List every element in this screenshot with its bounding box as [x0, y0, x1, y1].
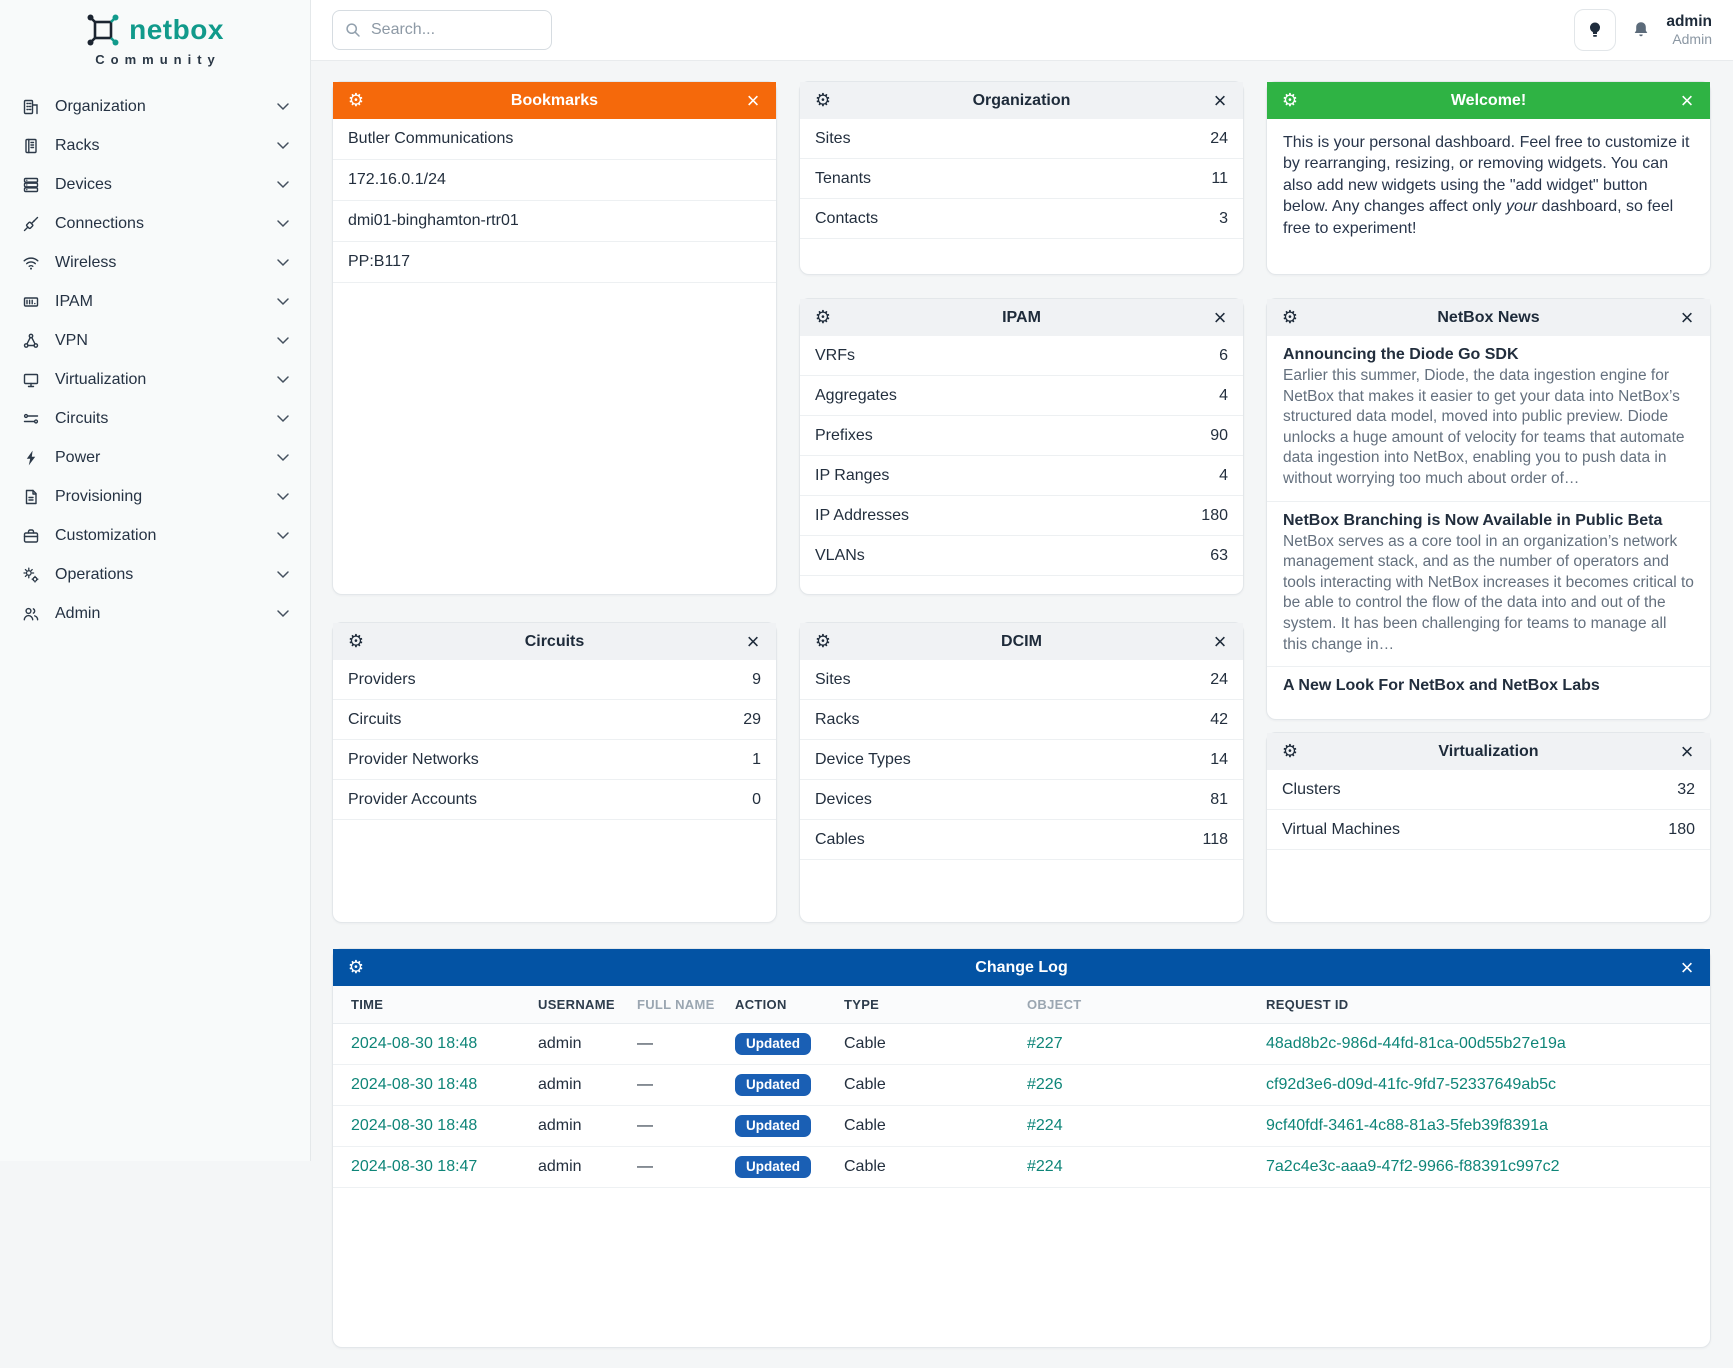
widget-close-button[interactable] — [1676, 306, 1698, 330]
widget-welcome — [1266, 81, 1711, 275]
change-time-link[interactable]: 2024-08-30 18:48 — [351, 1117, 478, 1134]
widget-bookmarks — [332, 81, 777, 595]
news-item-title[interactable]: A New Look For NetBox and NetBox Labs — [1283, 677, 1600, 695]
stat-value: 3 — [1219, 209, 1228, 227]
widget-virtualization — [1266, 732, 1711, 923]
briefcase-icon — [21, 527, 41, 545]
close-icon: × — [1213, 628, 1227, 654]
bookmark-label: dmi01-binghamton-rtr01 — [348, 212, 519, 229]
news-item-body: NetBox serves as a core tool in an organization’s network management stack, and as the number of operators and tools interacting with NetBox increases it becomes critical to be able to control the flow of the data into and out of the system. It has been challenging for teams to manage all this change in… — [1283, 532, 1694, 653]
stat-row[interactable] — [800, 456, 1243, 496]
sidebar-item-label: Customization — [55, 526, 157, 544]
bookmark-link[interactable] — [333, 242, 776, 283]
change-type: Cable — [844, 1076, 886, 1093]
stat-label: Sites — [815, 670, 851, 688]
stat-row[interactable] — [800, 780, 1243, 820]
gear-icon: ⚙ — [347, 956, 365, 978]
column-header-object: OBJECT — [1027, 997, 1082, 1012]
chevron-down-icon — [277, 610, 289, 618]
status-badge: Updated — [735, 1115, 811, 1138]
widget-close-button[interactable] — [1676, 89, 1698, 113]
stat-label: Devices — [815, 790, 872, 808]
chevron-down-icon — [277, 142, 289, 150]
stat-row[interactable] — [800, 199, 1243, 239]
sidebar-item-label: Connections — [55, 214, 144, 232]
lightning-icon — [21, 449, 41, 467]
bookmark-label: PP:B117 — [348, 253, 410, 270]
sidebar-item-customization[interactable] — [0, 516, 310, 555]
gear-icon: ⚙ — [814, 89, 832, 111]
stat-value: 81 — [1210, 790, 1228, 808]
widget-change-log — [332, 948, 1711, 1348]
users-icon — [21, 605, 41, 623]
rack-icon — [21, 137, 41, 155]
change-request-id-link[interactable]: 48ad8b2c-986d-44fd-81ca-00d55b27e19a — [1266, 1035, 1566, 1052]
widget-config-button[interactable] — [812, 89, 834, 113]
change-full-name: — — [637, 1158, 653, 1175]
sidebar-item-wireless[interactable] — [0, 243, 310, 282]
close-icon: × — [746, 628, 760, 654]
sidebar-item-organization[interactable] — [0, 87, 310, 126]
action-cell — [735, 1156, 844, 1179]
chevron-down-icon — [277, 337, 289, 345]
sidebar-item-label: IPAM — [55, 292, 93, 310]
gear-icon: ⚙ — [1281, 89, 1299, 111]
stat-row[interactable] — [800, 416, 1243, 456]
sidebar — [0, 0, 311, 1161]
stat-row[interactable] — [800, 740, 1243, 780]
change-object-link[interactable]: #224 — [1027, 1117, 1063, 1134]
bell-icon — [1631, 20, 1651, 40]
lightbulb-icon — [1586, 21, 1604, 39]
stat-label: Provider Accounts — [348, 790, 477, 808]
stat-row[interactable] — [1267, 770, 1710, 810]
gear-icon: ⚙ — [1281, 306, 1299, 328]
changelog-row — [333, 1065, 1710, 1106]
stat-value: 24 — [1210, 129, 1228, 147]
stat-row[interactable] — [800, 496, 1243, 536]
gears-icon — [21, 566, 41, 584]
sidebar-item-label: Virtualization — [55, 370, 147, 388]
user-role: Admin — [1672, 30, 1712, 47]
stat-row[interactable] — [800, 119, 1243, 159]
stat-value: 118 — [1202, 830, 1228, 848]
sidebar-item-label: VPN — [55, 331, 88, 349]
chevron-down-icon — [277, 181, 289, 189]
sidebar-nav — [0, 87, 310, 633]
column-header-type[interactable]: TYPE — [844, 997, 880, 1012]
widget-title: Organization — [972, 91, 1071, 109]
stat-label: Clusters — [1282, 780, 1341, 798]
widget-config-button[interactable] — [1279, 306, 1301, 330]
stat-label: VRFs — [815, 346, 855, 364]
change-username: admin — [538, 1117, 582, 1134]
sidebar-item-vpn[interactable] — [0, 321, 310, 360]
changelog-row — [333, 1106, 1710, 1147]
stat-label: IP Addresses — [815, 506, 909, 524]
close-icon: × — [1680, 87, 1694, 113]
widget-title: Virtualization — [1438, 742, 1539, 760]
stat-row[interactable] — [800, 700, 1243, 740]
change-time-link[interactable]: 2024-08-30 18:48 — [351, 1035, 478, 1052]
stat-label: VLANs — [815, 546, 865, 564]
stat-row[interactable] — [1267, 810, 1710, 850]
notifications-button[interactable] — [1631, 20, 1651, 40]
status-badge: Updated — [735, 1156, 811, 1179]
column-header-request-id[interactable]: REQUEST ID — [1266, 997, 1349, 1012]
gear-icon: ⚙ — [1281, 740, 1299, 762]
sidebar-item-label: Power — [55, 448, 101, 466]
widget-config-button[interactable] — [345, 89, 367, 113]
wifi-icon — [21, 254, 41, 272]
chevron-down-icon — [277, 454, 289, 462]
stat-row[interactable] — [333, 740, 776, 780]
sidebar-item-devices[interactable] — [0, 165, 310, 204]
stat-value: 1 — [752, 750, 761, 768]
search-input[interactable] — [371, 21, 539, 39]
stat-label: Contacts — [815, 209, 879, 227]
news-item — [1267, 667, 1710, 708]
chevron-down-icon — [277, 571, 289, 579]
chevron-down-icon — [277, 532, 289, 540]
widget-organization — [799, 81, 1244, 275]
stat-value: 180 — [1668, 820, 1695, 838]
document-icon — [21, 488, 41, 506]
bookmark-link[interactable] — [333, 201, 776, 242]
circuits-icon — [21, 410, 41, 428]
stat-label: Device Types — [815, 750, 911, 768]
stat-label: IP Ranges — [815, 466, 890, 484]
changelog-header-row — [333, 986, 1710, 1024]
stat-row[interactable] — [800, 660, 1243, 700]
news-item-title[interactable]: NetBox Branching is Now Available in Public Beta — [1283, 511, 1663, 529]
stat-row[interactable] — [800, 159, 1243, 199]
bookmark-label: Butler Communications — [348, 130, 514, 147]
stat-value: 4 — [1219, 466, 1228, 484]
sidebar-item-connections[interactable] — [0, 204, 310, 243]
widget-title: IPAM — [1002, 308, 1041, 326]
stat-row[interactable] — [800, 376, 1243, 416]
status-badge: Updated — [735, 1033, 811, 1056]
widget-close-button[interactable] — [1676, 956, 1698, 980]
action-cell — [735, 1074, 844, 1097]
chevron-down-icon — [277, 220, 289, 228]
stat-label: Cables — [815, 830, 865, 848]
stat-label: Prefixes — [815, 426, 873, 444]
stat-label: Virtual Machines — [1282, 820, 1400, 838]
change-object-link[interactable]: #227 — [1027, 1035, 1063, 1052]
stat-value: 24 — [1210, 670, 1228, 688]
changelog-row — [333, 1147, 1710, 1188]
change-type: Cable — [844, 1035, 886, 1052]
close-icon: × — [1680, 738, 1694, 764]
chevron-down-icon — [277, 415, 289, 423]
news-item — [1267, 502, 1710, 668]
widget-close-button[interactable] — [1676, 740, 1698, 764]
stat-value: 4 — [1219, 386, 1228, 404]
stat-row[interactable] — [333, 660, 776, 700]
stat-value: 32 — [1677, 780, 1695, 798]
widget-title: Bookmarks — [510, 91, 599, 109]
gear-icon: ⚙ — [347, 630, 365, 652]
stat-value: 180 — [1201, 506, 1228, 524]
welcome-text: This is your personal dashboard. Feel free to customize it by rearranging, resizing, or removing widgets. You can also add new widgets using the "add widget" button below. Any changes affect only your dashboard, so feel free to experiment! — [1283, 134, 1690, 237]
news-item-body: Earlier this summer, Diode, the data ingestion engine for NetBox that makes it easier to get your data into NetBox’s structured data model, moved into public preview. Diode unlocks a huge amount of velocity for teams that automate data ingestion into NetBox, enabling you to push data in without worrying too much about order of… — [1283, 367, 1685, 488]
chevron-down-icon — [277, 103, 289, 111]
stat-label: Tenants — [815, 169, 872, 187]
topbar — [311, 0, 1733, 61]
monitor-icon — [21, 371, 41, 389]
column-header-username[interactable]: USERNAME — [538, 997, 615, 1012]
change-username: admin — [538, 1158, 582, 1175]
widget-close-button[interactable] — [742, 630, 764, 654]
widget-title: NetBox News — [1437, 308, 1540, 326]
change-object-link[interactable]: #224 — [1027, 1158, 1063, 1175]
stat-value: 0 — [752, 790, 761, 808]
organization-icon — [21, 98, 41, 116]
sidebar-item-label: Organization — [55, 97, 146, 115]
netbox-logo[interactable] — [0, 13, 310, 47]
chevron-down-icon — [277, 376, 289, 384]
change-username: admin — [538, 1035, 582, 1052]
plug-icon — [21, 215, 41, 233]
widget-config-button[interactable] — [345, 630, 367, 654]
widget-title: Change Log — [975, 958, 1068, 976]
widget-config-button[interactable] — [1279, 740, 1301, 764]
chevron-down-icon — [277, 493, 289, 501]
ipam-icon — [21, 293, 41, 311]
news-item-title[interactable]: Announcing the Diode Go SDK — [1283, 346, 1519, 363]
sidebar-item-racks[interactable] — [0, 126, 310, 165]
close-icon: × — [1680, 304, 1694, 330]
sidebar-item-circuits[interactable] — [0, 399, 310, 438]
gear-icon: ⚙ — [347, 89, 365, 111]
action-cell — [735, 1115, 844, 1138]
column-header-full-name: FULL NAME — [637, 997, 715, 1012]
chevron-down-icon — [277, 259, 289, 267]
widget-close-button[interactable] — [1209, 89, 1231, 113]
stat-label: Racks — [815, 710, 860, 728]
column-header-time[interactable]: TIME — [351, 997, 384, 1012]
stat-value: 14 — [1210, 750, 1228, 768]
status-badge: Updated — [735, 1074, 811, 1097]
user-name: admin — [1666, 12, 1712, 30]
column-header-action[interactable]: ACTION — [735, 997, 787, 1012]
close-icon: × — [746, 87, 760, 113]
change-request-id-link[interactable]: 7a2c4e3c-aaa9-47f2-9966-f88391c997c2 — [1266, 1158, 1560, 1175]
stat-row[interactable] — [800, 336, 1243, 376]
stat-value: 63 — [1210, 546, 1228, 564]
netbox-logo-icon — [86, 13, 120, 47]
widget-title: Circuits — [524, 632, 585, 650]
dashboard — [311, 61, 1733, 1368]
change-type: Cable — [844, 1117, 886, 1134]
stat-value: 29 — [743, 710, 761, 728]
widget-netbox-news — [1266, 298, 1711, 720]
bookmark-label: 172.16.0.1/24 — [348, 171, 446, 188]
stat-row[interactable] — [333, 700, 776, 740]
brand-name: netbox — [129, 14, 224, 45]
change-request-id-link[interactable]: 9cf40fdf-3461-4c88-81a3-5feb39f8391a — [1266, 1117, 1548, 1134]
widget-config-button[interactable] — [812, 630, 834, 654]
stat-row[interactable] — [333, 780, 776, 820]
sidebar-item-power[interactable] — [0, 438, 310, 477]
search-box — [332, 10, 552, 50]
widget-close-button[interactable] — [742, 89, 764, 113]
vpn-icon — [21, 332, 41, 350]
action-cell — [735, 1033, 844, 1056]
sidebar-item-virtualization[interactable] — [0, 360, 310, 399]
user-menu[interactable] — [1666, 12, 1712, 49]
widget-title: DCIM — [1001, 632, 1042, 650]
sidebar-item-label: Provisioning — [55, 487, 143, 505]
change-username: admin — [538, 1076, 582, 1093]
sidebar-item-label: Devices — [55, 175, 112, 193]
stat-value: 42 — [1210, 710, 1228, 728]
change-full-name: — — [637, 1076, 653, 1093]
widget-config-button[interactable] — [345, 956, 367, 980]
stat-row[interactable] — [800, 536, 1243, 576]
bookmark-link[interactable] — [333, 119, 776, 160]
close-icon: × — [1680, 954, 1694, 980]
sidebar-item-label: Racks — [55, 136, 100, 154]
sidebar-item-provisioning[interactable] — [0, 477, 310, 516]
widget-circuits — [332, 622, 777, 923]
sidebar-item-operations[interactable] — [0, 555, 310, 594]
sidebar-item-admin[interactable] — [0, 594, 310, 633]
stat-label: Sites — [815, 129, 851, 147]
change-object-link[interactable]: #226 — [1027, 1076, 1063, 1093]
gear-icon: ⚙ — [814, 306, 832, 328]
news-item — [1267, 336, 1710, 502]
widget-config-button[interactable] — [812, 306, 834, 330]
gear-icon: ⚙ — [814, 630, 832, 652]
server-icon — [21, 176, 41, 194]
change-time-link[interactable]: 2024-08-30 18:47 — [351, 1158, 478, 1175]
brand-subtitle: Community — [95, 52, 221, 67]
stat-value: 6 — [1219, 346, 1228, 364]
sidebar-item-ipam[interactable] — [0, 282, 310, 321]
change-request-id-link[interactable]: cf92d3e6-d09d-41fc-9fd7-52337649ab5c — [1266, 1076, 1557, 1093]
sidebar-item-label: Admin — [55, 604, 101, 622]
widget-config-button[interactable] — [1279, 89, 1301, 113]
change-type: Cable — [844, 1158, 886, 1175]
stat-label: Providers — [348, 670, 416, 688]
sidebar-item-label: Operations — [55, 565, 134, 583]
theme-toggle-button[interactable] — [1574, 9, 1616, 51]
chevron-down-icon — [277, 298, 289, 306]
stat-label: Circuits — [348, 710, 402, 728]
stat-value: 90 — [1210, 426, 1228, 444]
changelog-row — [333, 1024, 1710, 1065]
close-icon: × — [1213, 304, 1227, 330]
change-time-link[interactable]: 2024-08-30 18:48 — [351, 1076, 478, 1093]
bookmark-link[interactable] — [333, 160, 776, 201]
change-full-name: — — [637, 1117, 653, 1134]
close-icon: × — [1213, 87, 1227, 113]
stat-row[interactable] — [800, 820, 1243, 860]
widget-ipam — [799, 298, 1244, 595]
stat-value: 9 — [752, 670, 761, 688]
change-full-name: — — [637, 1035, 653, 1052]
stat-label: Aggregates — [815, 386, 897, 404]
stat-label: Provider Networks — [348, 750, 479, 768]
stat-value: 11 — [1211, 169, 1228, 187]
widget-close-button[interactable] — [1209, 306, 1231, 330]
widget-dcim — [799, 622, 1244, 923]
sidebar-item-label: Circuits — [55, 409, 109, 427]
sidebar-item-label: Wireless — [55, 253, 117, 271]
widget-close-button[interactable] — [1209, 630, 1231, 654]
widget-title: Welcome! — [1450, 91, 1527, 109]
search-icon — [345, 22, 361, 38]
